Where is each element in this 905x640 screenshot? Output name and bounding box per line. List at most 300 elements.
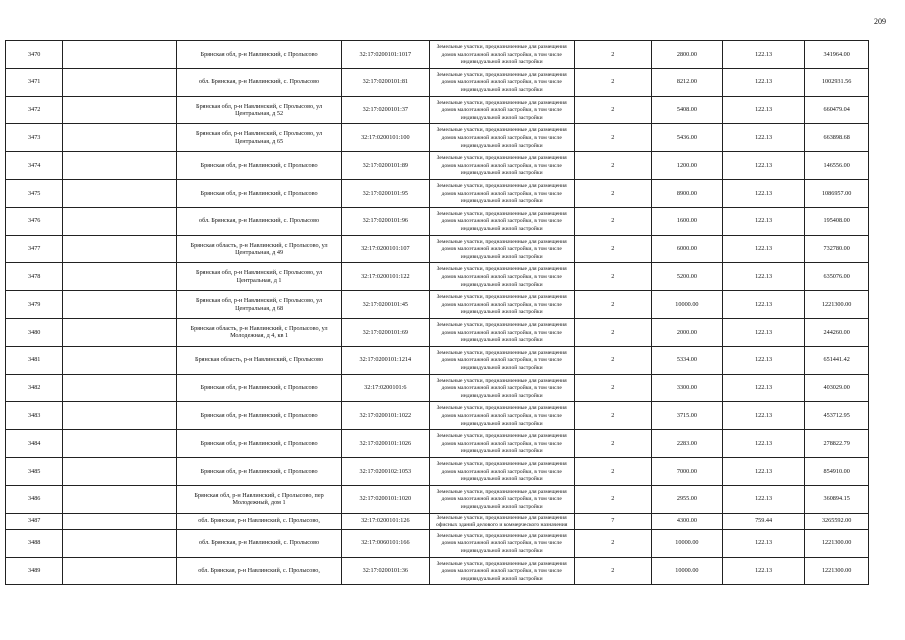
address-cell (177, 41, 342, 69)
address-text: обл. Брянская, р-н Навлинский, с. Пролысово (198, 217, 320, 225)
category-cell (574, 124, 651, 152)
area-text: 10000.00 (675, 300, 699, 308)
row-number-cell (6, 513, 63, 529)
row-number-text: 3474 (28, 161, 41, 169)
table-row (6, 529, 869, 557)
area-cell (651, 557, 722, 585)
category-cell (574, 68, 651, 96)
cadastral-number-cell (342, 124, 430, 152)
land-use-cell (429, 179, 574, 207)
address-cell (177, 152, 342, 180)
table-row (6, 346, 869, 374)
table-row (6, 513, 869, 529)
area-text: 5408.00 (676, 106, 697, 114)
empty-cell (63, 96, 177, 124)
cadastral-number-cell (342, 485, 430, 513)
unit-price-text: 122.13 (755, 439, 773, 447)
cadastral-number-cell (342, 68, 430, 96)
area-text: 2000.00 (676, 328, 697, 336)
cadastral-number-text: 32:17:0200101:1020 (359, 495, 412, 503)
land-use-cell (429, 41, 574, 69)
area-cell (651, 41, 722, 69)
unit-price-cell (722, 485, 804, 513)
area-text: 1200.00 (676, 161, 697, 169)
land-use-text: Земельные участки, предназначенные для размещения домов малоэтажной жилой застройки, в том числе индивидуальной жилой застройки (436, 349, 567, 371)
unit-price-cell (722, 68, 804, 96)
address-cell (177, 179, 342, 207)
empty-cell (63, 179, 177, 207)
row-number-text: 3477 (28, 245, 41, 253)
address-cell (177, 346, 342, 374)
land-use-cell (429, 346, 574, 374)
cadastral-value-text: 195408.00 (823, 217, 850, 225)
cadastral-value-cell (805, 529, 869, 557)
table-row (6, 374, 869, 402)
area-text: 2955.00 (676, 495, 697, 503)
category-cell (574, 318, 651, 346)
area-text: 3715.00 (676, 412, 697, 420)
row-number-text: 3484 (28, 439, 41, 447)
row-number-cell (6, 557, 63, 585)
area-cell (651, 513, 722, 529)
cadastral-number-cell (342, 457, 430, 485)
area-text: 3300.00 (676, 384, 697, 392)
category-text: 2 (611, 273, 615, 281)
empty-cell (63, 374, 177, 402)
land-use-cell (429, 263, 574, 291)
category-text: 2 (611, 189, 615, 197)
land-use-text: Земельные участки, предназначенные для размещения домов малоэтажной жилой застройки, в том числе индивидуальной жилой застройки (436, 460, 567, 483)
unit-price-text: 122.13 (755, 384, 773, 392)
land-use-cell (429, 374, 574, 402)
cadastral-value-cell (805, 291, 869, 319)
unit-price-cell (722, 41, 804, 69)
address-cell (177, 96, 342, 124)
address-cell (177, 430, 342, 458)
empty-cell (63, 485, 177, 513)
cadastral-value-text: 146556.00 (823, 161, 850, 169)
area-text: 5436.00 (676, 134, 697, 142)
empty-cell (63, 68, 177, 96)
cadastral-number-cell (342, 152, 430, 180)
area-cell (651, 152, 722, 180)
table-row (6, 557, 869, 585)
cadastral-number-cell (342, 557, 430, 585)
unit-price-text: 122.13 (755, 328, 773, 336)
cadastral-value-text: 341964.00 (823, 50, 850, 58)
cadastral-number-cell (342, 263, 430, 291)
cadastral-number-text: 32:17:0200101:36 (362, 567, 409, 575)
cadastral-value-cell (805, 263, 869, 291)
category-text: 2 (611, 539, 615, 547)
row-number-text: 3487 (28, 517, 41, 525)
cadastral-value-text: 453712.95 (823, 412, 850, 420)
cadastral-value-text: 244260.00 (823, 328, 850, 336)
address-text: Брянская обл, р-н Навлинский, с Пролысово (200, 467, 318, 475)
unit-price-text: 122.13 (755, 161, 773, 169)
cadastral-value-cell (805, 485, 869, 513)
land-use-cell (429, 513, 574, 529)
cadastral-value-table (5, 40, 869, 585)
empty-cell (63, 41, 177, 69)
address-text: обл. Брянская, р-н Навлинский, с. Пролысово, (198, 567, 320, 575)
category-cell (574, 430, 651, 458)
table-row (6, 485, 869, 513)
cadastral-number-cell (342, 179, 430, 207)
row-number-text: 3483 (28, 412, 41, 420)
cadastral-value-text: 1002931.56 (821, 78, 852, 86)
area-cell (651, 96, 722, 124)
cadastral-number-text: 32:17:0060101:166 (361, 539, 410, 547)
empty-cell (63, 457, 177, 485)
category-text: 2 (611, 356, 615, 364)
row-number-text: 3471 (28, 78, 41, 86)
table-row (6, 318, 869, 346)
category-cell (574, 457, 651, 485)
unit-price-text: 122.13 (755, 78, 773, 86)
address-text: Брянская обл, р-н Навлинский, с Пролысово (200, 189, 318, 197)
land-use-cell (429, 402, 574, 430)
row-number-cell (6, 457, 63, 485)
row-number-cell (6, 68, 63, 96)
unit-price-cell (722, 529, 804, 557)
cadastral-value-cell (805, 235, 869, 263)
cadastral-value-cell (805, 41, 869, 69)
cadastral-value-cell (805, 374, 869, 402)
unit-price-cell (722, 207, 804, 235)
area-text: 2283.00 (676, 439, 697, 447)
land-use-cell (429, 96, 574, 124)
land-use-text: Земельные участки, предназначенные для размещения офисных зданий делового и коммерческого назначения (436, 514, 568, 529)
category-text: 7 (611, 517, 615, 525)
empty-cell (63, 124, 177, 152)
unit-price-text: 122.13 (755, 50, 773, 58)
table-row (6, 402, 869, 430)
address-cell (177, 318, 342, 346)
address-cell (177, 529, 342, 557)
table-row (6, 291, 869, 319)
land-use-cell (429, 68, 574, 96)
row-number-cell (6, 124, 63, 152)
land-use-text: Земельные участки, предназначенные для размещения домов малоэтажной жилой застройки, в том числе индивидуальной жилой застройки (436, 99, 567, 121)
cadastral-value-cell (805, 430, 869, 458)
cadastral-number-text: 32:17:0200101:37 (362, 106, 409, 114)
cadastral-value-cell (805, 96, 869, 124)
category-cell (574, 291, 651, 319)
unit-price-text: 122.13 (755, 217, 773, 225)
unit-price-cell (722, 291, 804, 319)
land-use-text: Земельные участки, предназначенные для размещения домов малоэтажной жилой застройки, в том числе индивидуальной жилой застройки (436, 321, 567, 344)
table-row (6, 96, 869, 124)
address-cell (177, 68, 342, 96)
address-cell (177, 235, 342, 263)
category-cell (574, 346, 651, 374)
empty-cell (63, 402, 177, 430)
cadastral-number-cell (342, 346, 430, 374)
cadastral-number-text: 32:17:0200101:1214 (359, 356, 412, 364)
cadastral-value-text: 403029.00 (823, 384, 850, 392)
cadastral-value-text: 1221300.00 (821, 567, 852, 575)
area-cell (651, 68, 722, 96)
table-row (6, 124, 869, 152)
cadastral-value-cell (805, 557, 869, 585)
land-use-cell (429, 430, 574, 458)
table-row (6, 68, 869, 96)
row-number-text: 3475 (28, 189, 41, 197)
cadastral-number-text: 32:17:0200101:1026 (359, 439, 412, 447)
address-cell (177, 402, 342, 430)
unit-price-cell (722, 346, 804, 374)
empty-cell (63, 430, 177, 458)
cadastral-number-text: 32:17:0200101:107 (361, 245, 410, 253)
category-text: 2 (611, 384, 615, 392)
table-row (6, 457, 869, 485)
land-use-text: Земельные участки, предназначенные для размещения домов малоэтажной жилой застройки, в том числе индивидуальной жилой застройки (436, 44, 567, 66)
row-number-text: 3482 (28, 384, 41, 392)
land-use-cell (429, 529, 574, 557)
category-text: 2 (611, 439, 615, 447)
category-cell (574, 557, 651, 585)
category-text: 2 (611, 217, 615, 225)
category-text: 2 (611, 161, 615, 169)
row-number-cell (6, 235, 63, 263)
unit-price-cell (722, 263, 804, 291)
row-number-cell (6, 529, 63, 557)
row-number-text: 3486 (28, 495, 41, 503)
row-number-cell (6, 207, 63, 235)
cadastral-value-text: 651441.42 (823, 356, 850, 364)
category-cell (574, 374, 651, 402)
address-text: обл. Брянская, р-н Навлинский, с. Пролысово (198, 539, 320, 547)
land-use-cell (429, 207, 574, 235)
area-cell (651, 402, 722, 430)
land-use-text: Земельные участки, предназначенные для размещения домов малоэтажной жилой застройки, в том числе индивидуальной жилой застройки (436, 210, 567, 232)
table-row (6, 207, 869, 235)
land-use-text: Земельные участки, предназначенные для размещения домов малоэтажной жилой застройки, в том числе индивидуальной жилой застройки (436, 488, 567, 510)
land-use-text: Земельные участки, предназначенные для размещения домов малоэтажной жилой застройки, в том числе индивидуальной жилой застройки (436, 560, 567, 582)
row-number-cell (6, 374, 63, 402)
row-number-cell (6, 96, 63, 124)
unit-price-cell (722, 457, 804, 485)
cadastral-value-text: 663898.68 (823, 134, 850, 142)
cadastral-number-text: 32:17:0200101:126 (361, 517, 410, 525)
row-number-text: 3473 (28, 134, 41, 142)
cadastral-value-cell (805, 124, 869, 152)
cadastral-number-cell (342, 402, 430, 430)
address-text: обл. Брянская, р-н Навлинский, с. Пролысово (198, 78, 320, 86)
cadastral-number-cell (342, 529, 430, 557)
area-cell (651, 457, 722, 485)
area-cell (651, 291, 722, 319)
land-use-text: Земельные участки, предназначенные для размещения домов малоэтажной жилой застройки, в том числе индивидуальной жилой застройки (436, 266, 567, 288)
table-row (6, 179, 869, 207)
address-cell (177, 485, 342, 513)
address-text: Брянская обл, р-н Навлинский, с Пролысово, ул Центральная, д 52 (196, 102, 323, 117)
cadastral-value-cell (805, 152, 869, 180)
category-cell (574, 513, 651, 529)
cadastral-value-text: 1086957.00 (821, 189, 852, 197)
unit-price-text: 122.13 (755, 245, 773, 253)
area-cell (651, 207, 722, 235)
cadastral-number-text: 32:17:0200101:96 (362, 217, 409, 225)
row-number-text: 3478 (28, 273, 41, 281)
address-text: Брянская обл, р-н Навлинский, с Пролысово (200, 161, 318, 169)
category-text: 2 (611, 245, 615, 253)
address-cell (177, 124, 342, 152)
cadastral-number-text: 32:17:0200101:45 (362, 300, 409, 308)
unit-price-text: 122.13 (755, 495, 773, 503)
area-text: 8212.00 (676, 78, 697, 86)
table-body (6, 41, 869, 585)
table-row (6, 263, 869, 291)
category-text: 2 (611, 106, 615, 114)
cadastral-value-cell (805, 179, 869, 207)
land-use-text: Земельные участки, предназначенные для размещения домов малоэтажной жилой застройки, в том числе индивидуальной жилой застройки (436, 182, 567, 205)
unit-price-cell (722, 513, 804, 529)
category-text: 2 (611, 328, 615, 336)
land-use-cell (429, 235, 574, 263)
cadastral-value-cell (805, 318, 869, 346)
area-text: 1600.00 (676, 217, 697, 225)
unit-price-text: 122.13 (755, 189, 773, 197)
land-use-text: Земельные участки, предназначенные для размещения домов малоэтажной жилой застройки, в том числе индивидуальной жилой застройки (436, 294, 567, 316)
address-text: Брянская обл, р-н Навлинский, с Пролысово (200, 412, 318, 420)
empty-cell (63, 529, 177, 557)
row-number-text: 3480 (28, 328, 41, 336)
row-number-text: 3488 (28, 539, 41, 547)
row-number-cell (6, 346, 63, 374)
cadastral-value-cell (805, 68, 869, 96)
category-cell (574, 235, 651, 263)
cadastral-number-text: 32:17:0200102:1053 (359, 467, 412, 475)
area-cell (651, 179, 722, 207)
cadastral-number-cell (342, 291, 430, 319)
land-use-text: Земельные участки, предназначенные для размещения домов малоэтажной жилой застройки, в том числе индивидуальной жилой застройки (436, 532, 567, 554)
unit-price-text: 122.13 (755, 300, 773, 308)
cadastral-value-text: 854910.00 (823, 467, 850, 475)
table-row (6, 235, 869, 263)
area-text: 8900.00 (676, 189, 697, 197)
cadastral-number-text: 32:17:0200101:95 (362, 189, 409, 197)
empty-cell (63, 235, 177, 263)
cadastral-number-text: 32:17:0200101:1022 (359, 412, 412, 420)
land-use-text: Земельные участки, предназначенные для размещения домов малоэтажной жилой застройки, в том числе индивидуальной жилой застройки (436, 238, 567, 260)
category-cell (574, 529, 651, 557)
category-text: 2 (611, 495, 615, 503)
empty-cell (63, 263, 177, 291)
category-cell (574, 41, 651, 69)
row-number-text: 3472 (28, 106, 41, 114)
cadastral-number-text: 32:17:0200101:69 (362, 328, 409, 336)
cadastral-number-text: 32:17:0200101:100 (361, 134, 410, 142)
address-text: обл. Брянская, р-н Навлинский, с. Пролысово, (198, 517, 320, 525)
land-use-cell (429, 318, 574, 346)
row-number-text: 3489 (28, 567, 41, 575)
unit-price-text: 122.13 (755, 273, 773, 281)
category-text: 2 (611, 50, 615, 58)
cadastral-value-text: 1221300.00 (821, 300, 852, 308)
unit-price-cell (722, 179, 804, 207)
address-text: Брянская область, р-н Навлинский, с Пролысово, ул Молодежная, д 4, кв 1 (190, 324, 328, 340)
area-text: 5334.00 (676, 356, 697, 364)
row-number-cell (6, 318, 63, 346)
category-cell (574, 402, 651, 430)
address-cell (177, 291, 342, 319)
cadastral-number-cell (342, 207, 430, 235)
land-use-text: Земельные участки, предназначенные для размещения домов малоэтажной жилой застройки, в том числе индивидуальной жилой застройки (436, 377, 567, 399)
row-number-cell (6, 485, 63, 513)
empty-cell (63, 318, 177, 346)
row-number-cell (6, 402, 63, 430)
area-cell (651, 485, 722, 513)
area-cell (651, 318, 722, 346)
land-use-text: Земельные участки, предназначенные для размещения домов малоэтажной жилой застройки, в том числе индивидуальной жилой застройки (436, 155, 567, 177)
row-number-text: 3476 (28, 217, 41, 225)
row-number-text: 3481 (28, 356, 41, 364)
address-cell (177, 374, 342, 402)
land-use-text: Земельные участки, предназначенные для размещения домов малоэтажной жилой застройки, в том числе индивидуальной жилой застройки (436, 127, 567, 149)
unit-price-text: 759.44 (755, 517, 773, 525)
address-cell (177, 207, 342, 235)
cadastral-number-text: 32:17:0200101:1017 (359, 50, 412, 58)
area-cell (651, 263, 722, 291)
land-use-text: Земельные участки, предназначенные для размещения домов малоэтажной жилой застройки, в том числе индивидуальной жилой застройки (436, 433, 567, 455)
row-number-cell (6, 430, 63, 458)
cadastral-number-cell (342, 430, 430, 458)
area-text: 4300.00 (676, 517, 697, 525)
area-text: 10000.00 (675, 539, 699, 547)
cadastral-value-cell (805, 457, 869, 485)
address-text: Брянская область, р-н Навлинский, с Пролысово (195, 356, 324, 364)
cadastral-value-cell (805, 402, 869, 430)
area-text: 6000.00 (676, 245, 697, 253)
cadastral-value-cell (805, 346, 869, 374)
area-cell (651, 374, 722, 402)
cadastral-value-text: 360894.15 (823, 495, 850, 503)
cadastral-number-cell (342, 41, 430, 69)
page-number: 209 (874, 17, 886, 26)
row-number-text: 3470 (28, 50, 41, 58)
table-row (6, 430, 869, 458)
unit-price-text: 122.13 (755, 567, 773, 575)
land-use-cell (429, 457, 574, 485)
cadastral-number-cell (342, 513, 430, 529)
land-use-cell (429, 152, 574, 180)
row-number-cell (6, 152, 63, 180)
land-use-cell (429, 485, 574, 513)
cadastral-number-cell (342, 96, 430, 124)
table-row (6, 152, 869, 180)
unit-price-text: 122.13 (755, 134, 773, 142)
row-number-text: 3479 (28, 300, 41, 308)
row-number-cell (6, 291, 63, 319)
category-text: 2 (611, 300, 615, 308)
cadastral-value-text: 635076.00 (823, 273, 850, 281)
address-text: Брянская область, р-н Навлинский, с Пролысово, ул Центральная, д 49 (190, 241, 328, 256)
unit-price-text: 122.13 (755, 106, 773, 114)
cadastral-value-cell (805, 207, 869, 235)
unit-price-cell (722, 374, 804, 402)
empty-cell (63, 152, 177, 180)
address-text: Брянская обл, р-н Навлинский, с Пролысово, ул Центральная, д 68 (196, 297, 323, 312)
category-text: 2 (611, 134, 615, 142)
category-cell (574, 179, 651, 207)
address-text: Брянская обл, р-н Навлинский, с Пролысово (200, 50, 318, 58)
address-cell (177, 557, 342, 585)
address-cell (177, 513, 342, 529)
cadastral-value-text: 660479.04 (823, 106, 850, 114)
area-text: 2800.00 (676, 50, 697, 58)
